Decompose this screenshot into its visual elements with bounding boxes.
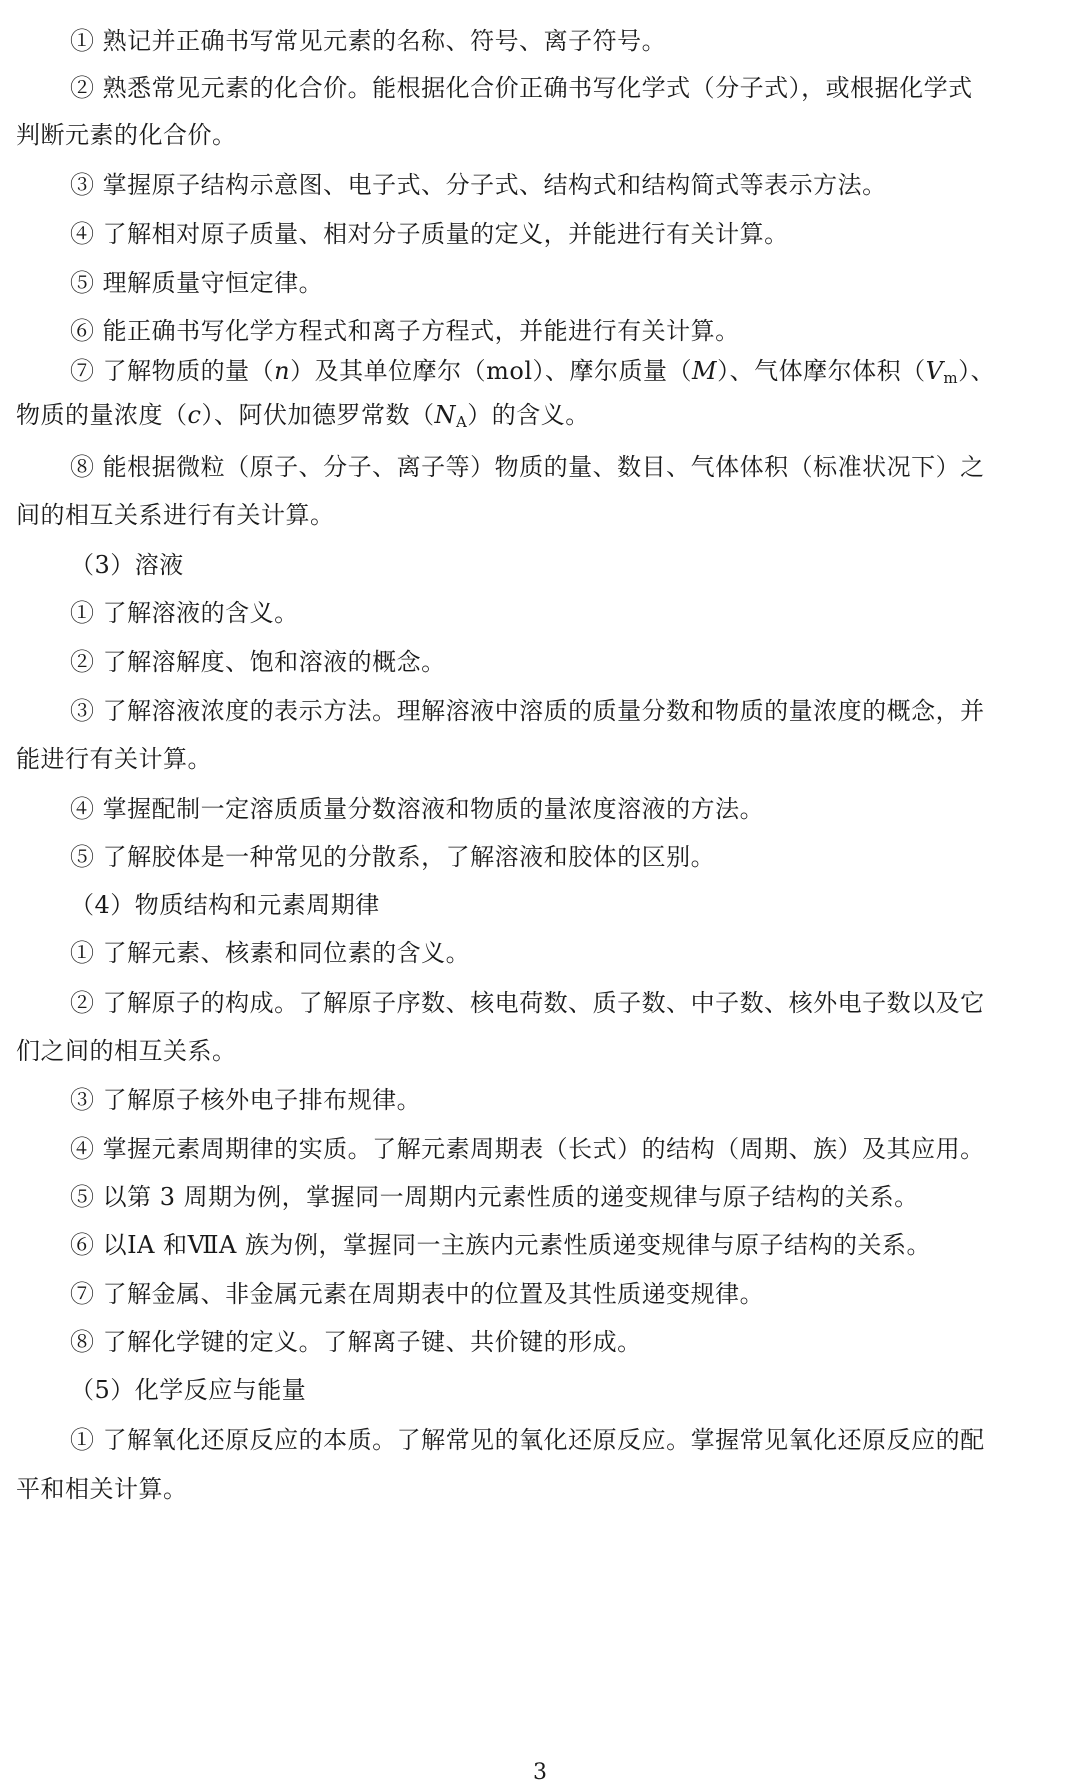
text-line: ④ 了解相对原子质量、相对分子质量的定义，并能进行有关计算。	[70, 220, 789, 248]
text-line: ① 熟记并正确书写常见元素的名称、符号、离子符号。	[70, 27, 667, 55]
text-line: ⑥ 以ⅠA 和ⅦA 族为例，掌握同一主族内元素性质递变规律与原子结构的关系。	[70, 1231, 932, 1259]
text-line: 能进行有关计算。	[16, 745, 212, 773]
text-line: ② 熟悉常见元素的化合价。能根据化合价正确书写化学式（分子式），或根据化学式	[70, 74, 973, 102]
text-line: ⑥ 能正确书写化学方程式和离子方程式，并能进行有关计算。	[70, 317, 740, 345]
text-line: ⑤ 了解胶体是一种常见的分散系，了解溶液和胶体的区别。	[70, 843, 716, 871]
text-line: ④ 掌握配制一定溶质质量分数溶液和物质的量浓度溶液的方法。	[70, 795, 765, 823]
text-line: ② 了解溶解度、饱和溶液的概念。	[70, 648, 446, 676]
section-heading: （4）物质结构和元素周期律	[70, 891, 380, 919]
text-line: ④ 掌握元素周期律的实质。了解元素周期表（长式）的结构（周期、族）及其应用。	[70, 1135, 985, 1163]
text-line: ③ 掌握原子结构示意图、电子式、分子式、结构式和结构简式等表示方法。	[70, 171, 887, 199]
text-line: 间的相互关系进行有关计算。	[16, 501, 335, 529]
text-line: 平和相关计算。	[16, 1475, 188, 1503]
section-heading: （5）化学反应与能量	[70, 1376, 307, 1404]
text-line: ③ 了解原子核外电子排布规律。	[70, 1086, 422, 1114]
text-line: ③ 了解溶液浓度的表示方法。理解溶液中溶质的质量分数和物质的量浓度的概念，并	[70, 697, 985, 725]
page-number: 3	[533, 1760, 547, 1785]
text-line: ② 了解原子的构成。了解原子序数、核电荷数、质子数、中子数、核外电子数以及它	[70, 989, 985, 1017]
text-line: ① 了解溶液的含义。	[70, 599, 299, 627]
text-line: ⑧ 了解化学键的定义。了解离子键、共价键的形成。	[70, 1328, 642, 1356]
text-line-quantities: ⑦ 了解物质的量（n）及其单位摩尔（mol）、摩尔质量（M）、气体摩尔体积$(V_m)$、	[70, 357, 996, 387]
text-line: ① 了解元素、核素和同位素的含义。	[70, 939, 471, 967]
text-line-quantities-cont: 物质的量浓度（c）、阿伏加德罗常数$(N_A)$的含义。	[16, 401, 590, 431]
section-heading: （3）溶液	[70, 551, 184, 579]
text-line: 判断元素的化合价。	[16, 121, 237, 149]
text-line: 们之间的相互关系。	[16, 1037, 237, 1065]
text-line: ⑧ 能根据微粒（原子、分子、离子等）物质的量、数目、气体体积（标准状况下）之	[70, 453, 985, 481]
text-line: ⑤ 以第 3 周期为例，掌握同一周期内元素性质的递变规律与原子结构的关系。	[70, 1183, 919, 1211]
text-line: ⑦ 了解金属、非金属元素在周期表中的位置及其性质递变规律。	[70, 1280, 765, 1308]
text-line: ⑤ 理解质量守恒定律。	[70, 269, 324, 297]
text-line: ① 了解氧化还原反应的本质。了解常见的氧化还原反应。掌握常见氧化还原反应的配	[70, 1426, 985, 1454]
